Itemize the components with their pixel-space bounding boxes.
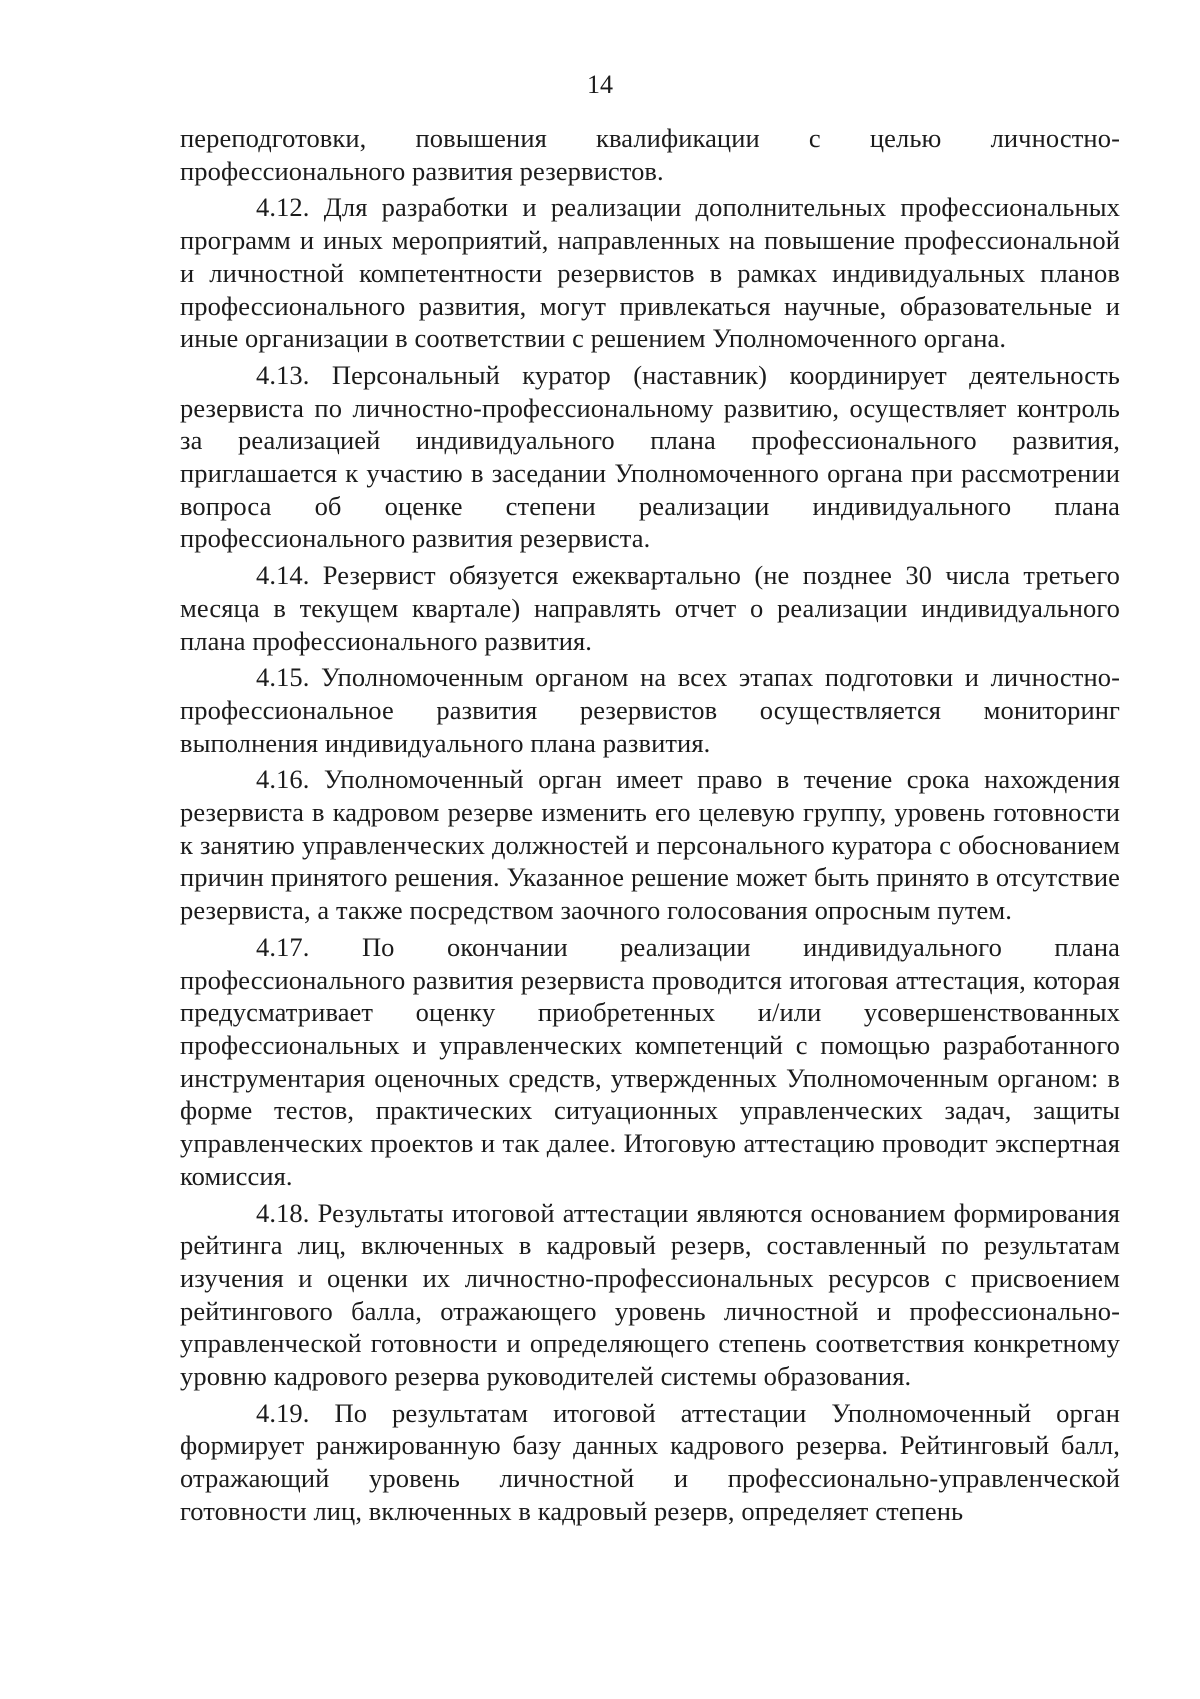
paragraph-4-14: 4.14. Резервист обязуется ежеквартально (не позднее 30 числа третьего месяца в текущем квартале) направлять отчет о реализации индивидуального плана профессионального развития.: [180, 560, 1120, 656]
document-body: [180, 122, 1120, 1528]
paragraph-4-19: 4.19. По результатам итоговой аттестации Уполномоченный орган формирует ранжированную базу данных кадрового резерва. Рейтинговый балл, отражающий уровень личностной и профессионально-управленческой готовности лиц, включенных в кадровый резерв, определяет степень: [180, 1397, 1120, 1526]
paragraph-4-13: 4.13. Персональный куратор (наставник) координирует деятельность резервиста по личностно-профессиональному развитию, осуществляет контроль за реализацией индивидуального плана профессионального развития, приглашается к участию в заседании Уполномоченного органа при рассмотрении вопроса об оценке степени реализации индивидуального плана профессионального развития резервиста.: [180, 359, 1120, 554]
paragraph-4-16: 4.16. Уполномоченный орган имеет право в течение срока нахождения резервиста в кадровом резерве изменить его целевую группу, уровень готовности к занятию управленческих должностей и персонального куратора с обоснованием причин принятого решения. Указанное решение может быть принято в отсутствие резервиста, а также посредством заочного голосования опросным путем.: [180, 764, 1120, 926]
paragraph-4-18: 4.18. Результаты итоговой аттестации являются основанием формирования рейтинга лиц, включенных в кадровый резерв, составленный по результатам изучения и оценки их личностно-профессиональных ресурсов с присвоением рейтингового балла, отражающего уровень личностной и профессионально-управленческой готовности и определяющего степень соответствия конкретному уровню кадрового резерва руководителей системы образования.: [180, 1197, 1120, 1392]
paragraph-4-15: 4.15. Уполномоченным органом на всех этапах подготовки и личностно-профессиональное развития резервистов осуществляется мониторинг выполнения индивидуального плана развития.: [180, 662, 1120, 758]
paragraph-4-12: 4.12. Для разработки и реализации дополнительных профессиональных программ и иных мероприятий, направленных на повышение профессиональной и личностной компетентности резервистов в рамках индивидуальных планов профессионального развития, могут привлекаться научные, образовательные и иные организации в соответствии с решением Уполномоченного органа.: [180, 192, 1120, 354]
paragraph-continuation: переподготовки, повышения квалификации с целью личностно-профессионального развития резервистов.: [180, 123, 1120, 186]
paragraph-4-17: 4.17. По окончании реализации индивидуального плана профессионального развития резервиста проводится итоговая аттестация, которая предусматривает оценку приобретенных и/или усовершенствованных профессиональных и управленческих компетенций с помощью разработанного инструментария оценочных средств, утвержденных Уполномоченным органом: в форме тестов, практических ситуационных управленческих задач, защиты управленческих проектов и так далее. Итоговую аттестацию проводит экспертная комиссия.: [180, 931, 1120, 1191]
page-number: 14: [587, 70, 613, 99]
